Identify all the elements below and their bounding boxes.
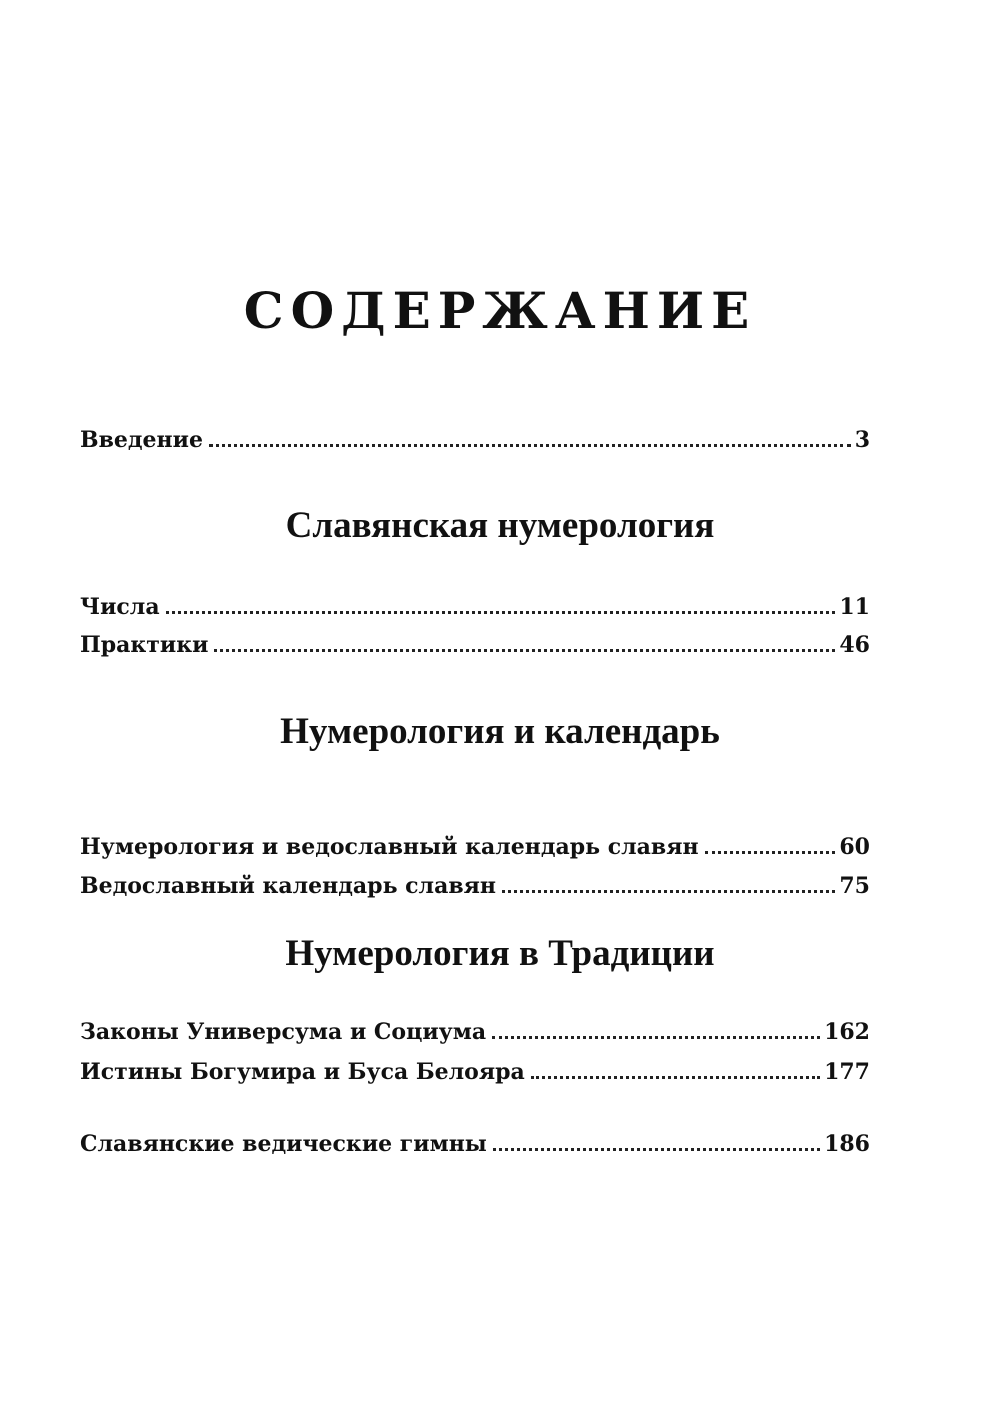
toc-page-number: 11 bbox=[839, 594, 870, 620]
section-heading-numerology-tradition: Нумерология в Традиции bbox=[285, 933, 715, 974]
toc-entry-vedoslav-calendar[interactable] bbox=[80, 869, 870, 903]
page-title: СОДЕРЖАНИЕ bbox=[243, 281, 757, 340]
toc-entry-label: Введение bbox=[80, 427, 203, 453]
dot-leader bbox=[705, 851, 836, 854]
dot-leader bbox=[214, 649, 835, 652]
toc-entry-label: Числа bbox=[80, 594, 160, 620]
toc-entry-practices[interactable] bbox=[80, 628, 870, 662]
dot-leader bbox=[531, 1076, 820, 1079]
toc-entry-label: Славянские ведические гимны bbox=[80, 1131, 487, 1157]
toc-entry-label: Практики bbox=[80, 632, 209, 658]
toc-page-number: 60 bbox=[839, 834, 870, 860]
toc-page-number: 75 bbox=[839, 873, 870, 899]
dot-leader bbox=[493, 1148, 820, 1151]
section-heading-numerology-calendar: Нумерология и календарь bbox=[280, 711, 720, 752]
toc-page-number: 46 bbox=[839, 632, 870, 658]
toc-page-number: 177 bbox=[824, 1059, 870, 1085]
toc-page-number: 162 bbox=[824, 1019, 870, 1045]
toc-entry-intro[interactable] bbox=[80, 423, 870, 457]
dot-leader bbox=[502, 890, 835, 893]
toc-entry-truths-bogumir-bus[interactable] bbox=[80, 1055, 870, 1089]
toc-entry-vedoslav-calendar-numerology[interactable] bbox=[80, 830, 870, 864]
toc-page-number: 186 bbox=[824, 1131, 870, 1157]
toc-entry-label: Ведославный календарь славян bbox=[80, 873, 496, 899]
toc-entry-label: Нумерология и ведославный календарь славян bbox=[80, 834, 699, 860]
toc-entry-laws-universe-society[interactable] bbox=[80, 1015, 870, 1049]
toc-entry-label: Истины Богумира и Буса Белояра bbox=[80, 1059, 525, 1085]
dot-leader bbox=[166, 611, 836, 614]
toc-entry-vedic-hymns[interactable] bbox=[80, 1127, 870, 1161]
toc-entry-label: Законы Универсума и Социума bbox=[80, 1019, 487, 1045]
toc-page-number: 3 bbox=[854, 427, 870, 453]
dot-leader bbox=[492, 1036, 820, 1039]
toc-entry-numbers[interactable] bbox=[80, 590, 870, 624]
section-heading-slavic-numerology: Славянская нумерология bbox=[285, 505, 715, 546]
dot-leader bbox=[209, 444, 851, 447]
